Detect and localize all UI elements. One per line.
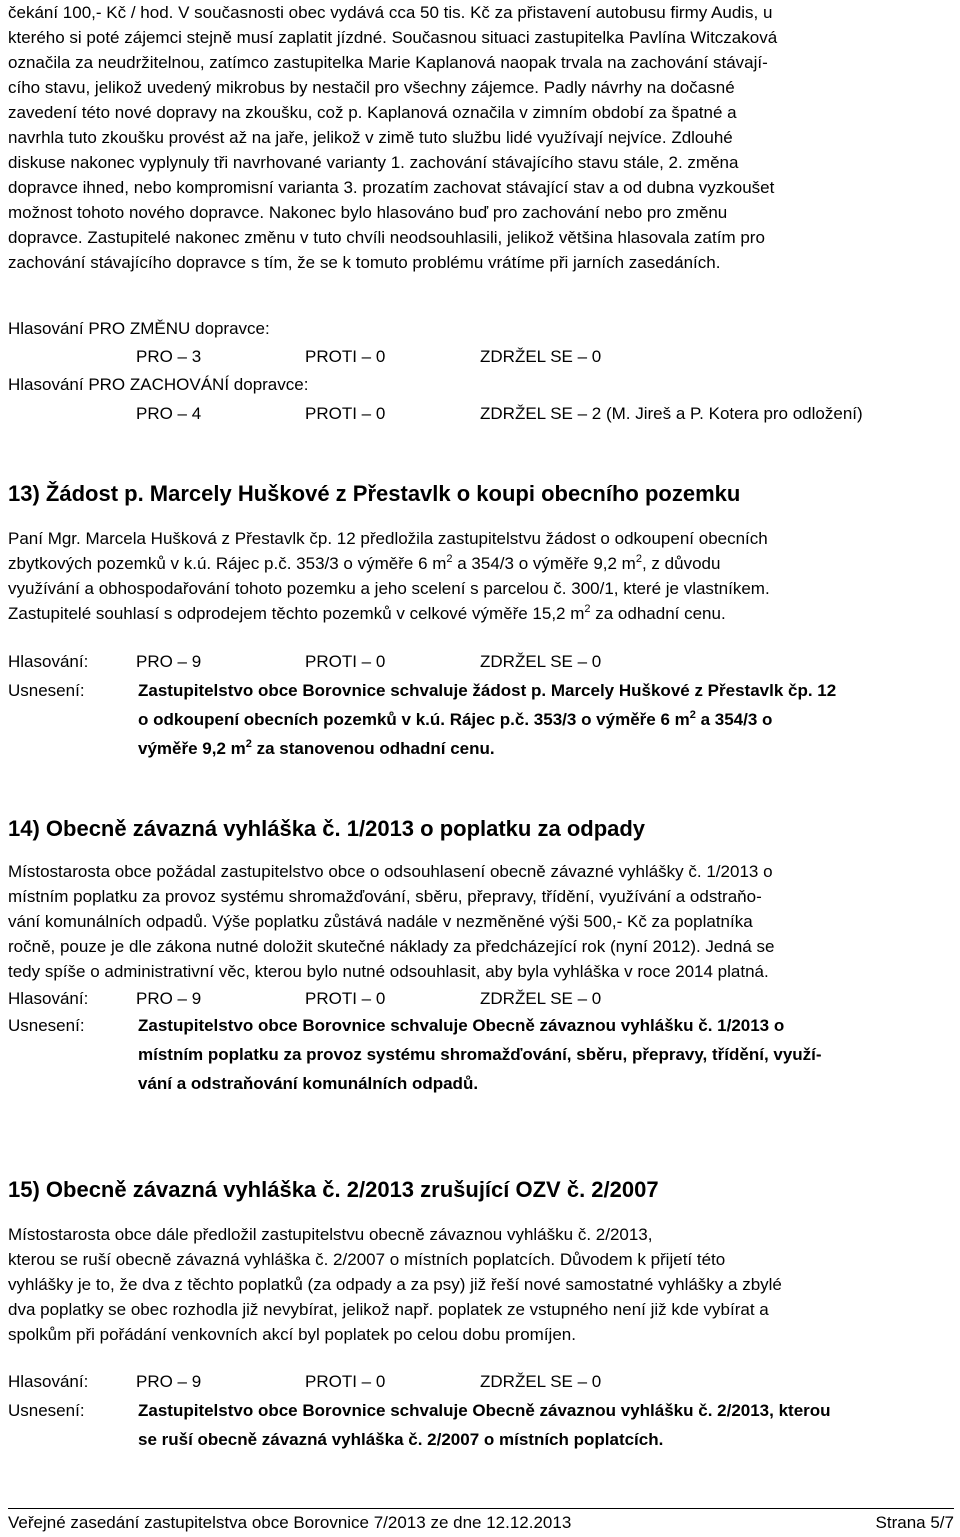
text-line: dopravce ihned, nebo kompromisní varianta 3. prozatím zachovat stávající stav a od dubna vyzkoušet xyxy=(8,178,775,197)
text-line: Paní Mgr. Marcela Hušková z Přestavlk čp. 12 předložila zastupitelstvu žádost o odkoupení obecních xyxy=(8,529,768,548)
section-14-paragraph xyxy=(8,859,954,984)
vote-pro: PRO – 9 xyxy=(136,1372,202,1391)
text-line: cího stavu, jelikož uvedený mikrobus by nestačil pro všechny zájemce. Padly návrhy na dočasné xyxy=(8,78,735,97)
vote-zdrzel: ZDRŽEL SE – 0 xyxy=(480,989,602,1008)
text-line: místním poplatku za provoz systému shromažďování, sběru, přepravy, třídění, využívání a odstraňo- xyxy=(8,887,762,906)
text-line: Místostarosta obce dále předložil zastupitelstvu obecně závaznou vyhlášku č. 2/2013, xyxy=(8,1225,653,1244)
text-line: označila za neudržitelnou, zatímco zastupitelka Marie Kaplanová naopak trvala na zachování stávají- xyxy=(8,53,768,72)
text-line: využívání a obhospodařování tohoto pozemku a jeho scelení s parcelou č. 300/1, které je vlastníkem. xyxy=(8,579,770,598)
page-footer xyxy=(8,1508,954,1535)
vote-zdrzel: ZDRŽEL SE – 0 xyxy=(480,347,602,366)
resolution-label: Usnesení: xyxy=(8,1401,85,1420)
text-line: vyhlášky je to, že dva z těchto poplatků (za odpady a za psy) již řeší nové samostatné vyhlášky a zbylé xyxy=(8,1275,782,1294)
section-13-vote xyxy=(8,648,948,676)
text-line: navrhla tuto zkoušku provést až na jaře, jelikož v zimě tuto službu lidé využívají nejvíce. Zdlouhé xyxy=(8,128,733,147)
section-15-heading: 15) Obecně závazná vyhláška č. 2/2013 zrušující OZV č. 2/2007 xyxy=(8,1177,659,1202)
section-14-vote xyxy=(8,985,948,1013)
text-line: o odkoupení obecních pozemků v k.ú. Rájec p.č. 353/3 o výměře 6 $m^2$ a 354/3 o xyxy=(138,709,773,729)
text-line: kterou se ruší obecně závazná vyhláška č. 2/2007 o místních poplatcích. Důvodem k přijetí této xyxy=(8,1250,726,1269)
vote-zdrzel: ZDRŽEL SE – 0 xyxy=(480,652,602,671)
vote-proti: PROTI – 0 xyxy=(305,347,386,366)
footer-title: Veřejné zasedání zastupitelstva obce Borovnice 7/2013 ze dne 12.12.2013 xyxy=(8,1513,572,1532)
vote-keep-heading: Hlasování PRO ZACHOVÁNÍ dopravce: xyxy=(8,375,309,394)
text-line: zavedení této nové dopravy na zkoušku, což p. Kaplanová označila v zimním období za špatné a xyxy=(8,103,737,122)
text-line: možnost tohoto nového dopravce. Nakonec bylo hlasováno buď pro zachování nebo pro změnu xyxy=(8,203,728,222)
text-line: se ruší obecně závazná vyhláška č. 2/2007 o místních poplatcích. xyxy=(138,1430,664,1449)
vote-change-results xyxy=(8,343,948,371)
vote-label: Hlasování: xyxy=(8,989,89,1008)
vote-zdrzel: ZDRŽEL SE – 0 xyxy=(480,1372,602,1391)
vote-proti: PROTI – 0 xyxy=(305,652,386,671)
resolution-label: Usnesení: xyxy=(8,1016,85,1035)
text-line: ročně, pouze je dle zákona nutné doložit skutečné náklady za předcházející rok (nyní 2012). Jedná se xyxy=(8,937,775,956)
section-13-heading: 13) Žádost p. Marcely Huškové z Přestavlk o koupi obecního pozemku xyxy=(8,481,741,506)
vote-note: (M. Jireš a P. Kotera pro odložení) xyxy=(601,404,863,423)
text-line: diskuse nakonec vyplynuly tři navrhované varianty 1. zachování stávajícího stavu stále, 2. změna xyxy=(8,153,739,172)
vote-pro: PRO – 4 xyxy=(136,404,202,423)
vote-pro: PRO – 3 xyxy=(136,347,202,366)
vote-change-heading: Hlasování PRO ZMĚNU dopravce: xyxy=(8,319,270,338)
section-14-heading: 14) Obecně závazná vyhláška č. 1/2013 o poplatku za odpady xyxy=(8,816,646,841)
vote-proti: PROTI – 0 xyxy=(305,989,386,1008)
vote-zdrzel: ZDRŽEL SE – 2 xyxy=(480,404,602,423)
text-line: Zastupitelstvo obce Borovnice schvaluje žádost p. Marcely Huškové z Přestavlk čp. 12 xyxy=(138,681,837,700)
page-number: Strana 5/7 xyxy=(875,1513,954,1532)
section-14-resolution xyxy=(138,1011,954,1098)
text-line: dva poplatky se obec rozhodla již nevybírat, jelikož např. poplatek ze vstupného není již kde vybírat a xyxy=(8,1300,769,1319)
vote-proti: PROTI – 0 xyxy=(305,404,386,423)
text-line: Místostarosta obce požádal zastupitelstvo obce o odsouhlasení obecně závazné vyhlášky č. 1/2013 o xyxy=(8,862,773,881)
intro-paragraph xyxy=(8,0,954,275)
text-line: vání komunálních odpadů. Výše poplatku zůstává nadále v nezměněné výši 500,- Kč za poplatníka xyxy=(8,912,753,931)
section-15-resolution xyxy=(138,1396,954,1454)
vote-pro: PRO – 9 xyxy=(136,652,202,671)
vote-label: Hlasování: xyxy=(8,652,89,671)
text-line: Zastupitelstvo obce Borovnice schvaluje Obecně závaznou vyhlášku č. 1/2013 o xyxy=(138,1016,785,1035)
text-line: Zastupitelé souhlasí s odprodejem těchto pozemků v celkové výměře 15,2 $m^2$ za odhadní cenu. xyxy=(8,603,726,623)
vote-zdrzel-with-note xyxy=(480,400,863,428)
section-13-resolution xyxy=(138,676,954,763)
vote-label: Hlasování: xyxy=(8,1372,89,1391)
vote-keep-results xyxy=(8,400,948,428)
text-line: spolkům při pořádání venkovních akcí byl poplatek po celou dobu promíjen. xyxy=(8,1325,576,1344)
text-line: Zastupitelstvo obce Borovnice schvaluje Obecně závaznou vyhlášku č. 2/2013, kterou xyxy=(138,1401,831,1420)
text-line: zachování stávajícího dopravce s tím, že se k tomuto problému vrátíme při jarních zasedáních. xyxy=(8,253,721,272)
vote-proti: PROTI – 0 xyxy=(305,1372,386,1391)
text-line: zbytkových pozemků v k.ú. Rájec p.č. 353/3 o výměře 6 $m^2$ a 354/3 o výměře 9,2 $m^2$, z důvodu xyxy=(8,553,721,573)
section-13-paragraph xyxy=(8,526,954,626)
text-line: vání a odstraňování komunálních odpadů. xyxy=(138,1074,479,1093)
text-line: čekání 100,- Kč / hod. V současnosti obec vydává cca 50 tis. Kč za přistavení autobusu firmy Audis, u xyxy=(8,3,773,22)
text-line: tedy spíše o administrativní věc, kterou bylo nutné odsouhlasit, aby byla vyhláška v roce 2014 platná. xyxy=(8,962,769,981)
text-line: dopravce. Zastupitelé nakonec změnu v tuto chvíli neodsouhlasili, jelikož většina hlasovala zatím pro xyxy=(8,228,765,247)
text-line: výměře 9,2 $m^2$ za stanovenou odhadní cenu. xyxy=(138,738,495,758)
section-15-vote xyxy=(8,1368,948,1396)
text-line: místním poplatku za provoz systému shromažďování, sběru, přepravy, třídění, využí- xyxy=(138,1045,822,1064)
resolution-label: Usnesení: xyxy=(8,681,85,700)
vote-pro: PRO – 9 xyxy=(136,989,202,1008)
text-line: kterého si poté zájemci stejně musí zaplatit jízdné. Současnou situaci zastupitelka Pavlína Witczaková xyxy=(8,28,778,47)
section-15-paragraph xyxy=(8,1222,954,1347)
